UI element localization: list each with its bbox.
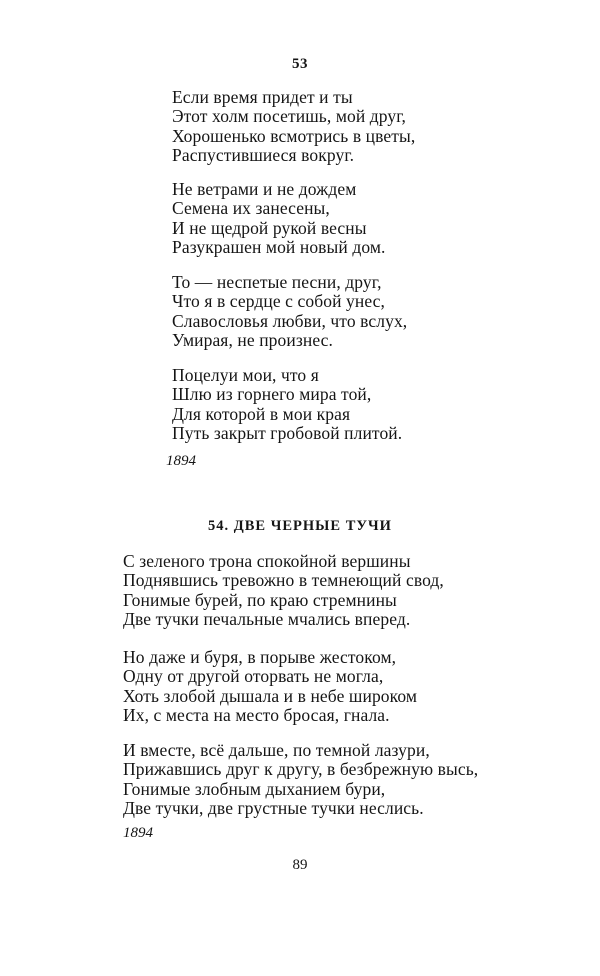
poem-53-stanza-2 — [172, 180, 386, 257]
verse-line: Распустившиеся вокруг. — [172, 144, 355, 165]
verse-line: Семена их занесены, — [172, 198, 330, 219]
verse-line: Их, с места на место бросая, гнала. — [123, 704, 390, 725]
verse-line: Что я в сердце с собой унес, — [172, 291, 385, 312]
verse-line: Одну от другой оторвать не могла, — [123, 666, 384, 687]
verse-line: То — неспетые песни, друг, — [172, 272, 382, 292]
verse-line: Поцелуи мои, что я — [172, 365, 319, 385]
verse-line: Если время придет и ты — [172, 87, 353, 107]
poem-54-stanza-1 — [123, 552, 444, 629]
verse-line: Две тучки, две грустные тучки неслись. — [123, 797, 424, 818]
verse-line: Славословья любви, что вслух, — [172, 310, 408, 331]
verse-line: Поднявшись тревожно в темнеющий свод, — [123, 570, 444, 591]
poem-53-stanza-1 — [172, 88, 415, 165]
verse-line: Шлю из горнего мира той, — [172, 384, 372, 405]
verse-line: Гонимые злобным дыханием бури, — [123, 778, 386, 799]
poem-54-year: 1894 — [123, 825, 153, 841]
verse-line: Разукрашен мой новый дом. — [172, 236, 386, 257]
poem-54-stanza-3 — [123, 741, 478, 818]
verse-line: Две тучки печальные мчались вперед. — [123, 608, 411, 629]
page-number: 89 — [292, 857, 308, 873]
verse-line: Но даже и буря, в порыве жестоком, — [123, 647, 397, 667]
verse-line: И вместе, всё дальше, по темной лазури, — [123, 740, 430, 760]
verse-line: Хоть злобой дышала и в небе широком — [123, 685, 418, 706]
verse-line: Этот холм посетишь, мой друг, — [172, 106, 407, 127]
verse-line: Умирая, не произнес. — [172, 329, 333, 350]
verse-line: И не щедрой рукой весны — [172, 217, 367, 238]
poem-54-stanza-2 — [123, 648, 417, 725]
verse-line: Для которой в мои края — [172, 403, 351, 424]
poem-number: 53 — [292, 56, 308, 72]
verse-line: Путь закрыт гробовой плитой. — [172, 422, 403, 443]
poem-53-stanza-3 — [172, 273, 407, 350]
poem-54-title: 54. ДВЕ ЧЕРНЫЕ ТУЧИ — [208, 518, 392, 534]
verse-line: Прижавшись друг к другу, в безбрежную высь, — [123, 759, 479, 780]
poem-53-year: 1894 — [166, 453, 196, 469]
verse-line: Не ветрами и не дождем — [172, 179, 357, 199]
poem-53-stanza-4 — [172, 366, 402, 443]
verse-line: С зеленого трона спокойной вершины — [123, 551, 411, 571]
verse-line: Гонимые бурей, по краю стремнины — [123, 589, 397, 610]
verse-line: Хорошенько всмотрись в цветы, — [172, 125, 416, 146]
